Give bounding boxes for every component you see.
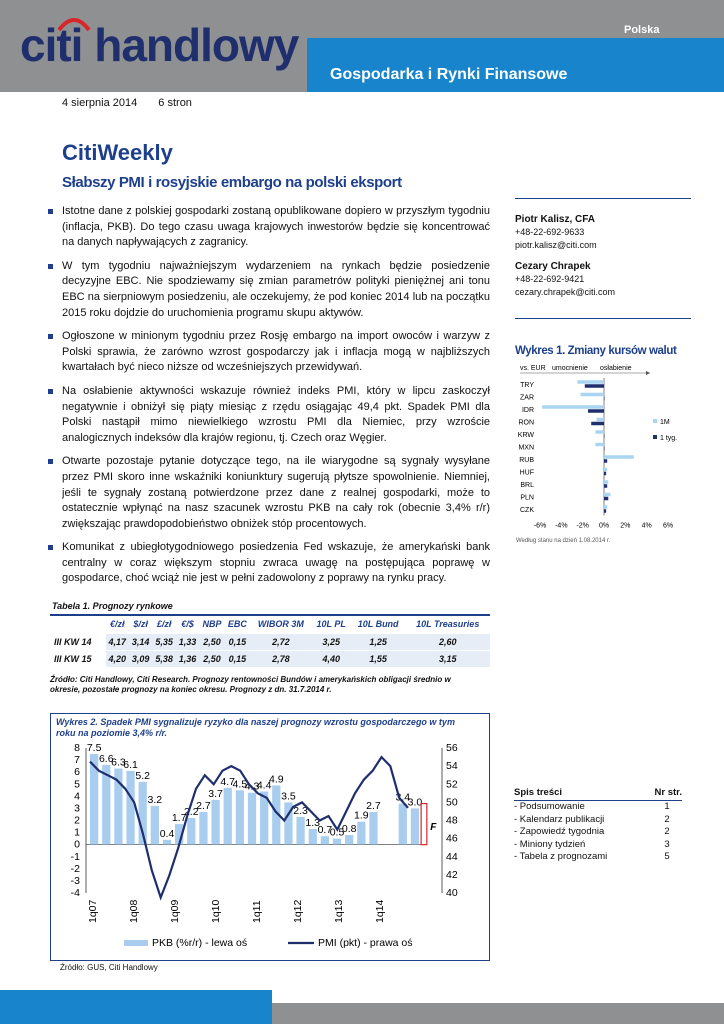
- fx-bar-1m: [597, 418, 604, 422]
- pmi-right-tick: 44: [446, 850, 458, 863]
- pmi-gdp-bar: [126, 771, 134, 845]
- pmi-right-tick: 48: [446, 814, 458, 827]
- authors-box: [515, 198, 691, 299]
- fx-tick-label: -4%: [555, 522, 568, 530]
- fx-category-label: IDR: [521, 406, 534, 414]
- pmi-gdp-label: 3.4: [395, 791, 411, 804]
- fx-tick-label: -6%: [533, 522, 547, 530]
- fx-legend-swatch: [653, 435, 657, 439]
- fx-tick-label: 6%: [662, 522, 674, 530]
- logo: citi handlowy: [20, 19, 299, 71]
- fx-legend-label: 1M: [660, 419, 670, 426]
- pmi-left-tick: -4: [70, 887, 80, 899]
- fx-bar-1m: [542, 405, 604, 409]
- pmi-gdp-label: 3.2: [147, 794, 163, 806]
- fx-tick-label: -2%: [576, 522, 589, 530]
- pmi-chart-title: Wykres 2. Spadek PMI sygnalizuje ryzyko dla naszej prognozy wzrostu gospodarczego w tym roku na poziomie 3,4% r/r.: [56, 717, 455, 738]
- fx-bar-1w: [604, 397, 605, 401]
- toc-title: Spis treści: [514, 787, 563, 798]
- pmi-x-tick: 1q11: [251, 900, 263, 923]
- footer-accent: [0, 990, 272, 1024]
- pmi-gdp-bar: [357, 822, 365, 845]
- fx-bar-1m: [581, 393, 604, 397]
- fx-legend-swatch: [653, 419, 657, 423]
- page-count: 6 stron: [158, 97, 192, 109]
- fx-bar-1m: [595, 430, 604, 434]
- pmi-left-tick: 1: [74, 826, 80, 839]
- fx-category-label: RUB: [519, 456, 534, 464]
- bullet-item: W tym tygodniu najważniejszym wydarzeniem na rynkach będzie posiedzenie decyzyjne EBC. Nie spodziewamy się zmian parametrów polityki pieniężnej ani tonu EBC na sierpniowym posiedzeniu, ale oczekujemy, że pod koniec 2014 lub na początku 2015 roku dojdzie do uruchomienia programu skupu aktywów.: [48, 259, 490, 321]
- table-cell: 3,15: [405, 650, 490, 667]
- pmi-left-tick: 6: [74, 766, 80, 779]
- pmi-gdp-bar: [345, 835, 353, 845]
- publication-date: 4 sierpnia 2014: [62, 97, 138, 109]
- pmi-left-tick: -1: [70, 850, 80, 863]
- pmi-gdp-label: 3.7: [208, 787, 223, 800]
- table-cell: 1,36: [176, 650, 199, 667]
- pmi-left-tick: 0: [74, 838, 80, 851]
- toc-item-page: 1: [664, 801, 670, 812]
- pmi-gdp-bar: [369, 812, 377, 845]
- table-source: [50, 675, 490, 695]
- pmi-gdp-label: 0.7: [317, 824, 333, 837]
- table-cell: 3,09: [129, 650, 152, 667]
- fx-bar-1m: [604, 480, 608, 484]
- column-header: £/zł: [156, 619, 172, 630]
- toc-item[interactable]: [514, 801, 682, 814]
- pmi-left-tick: 8: [74, 742, 80, 754]
- fx-header-label: vs. EUR: [520, 365, 546, 372]
- pmi-right-tick: 52: [446, 778, 458, 791]
- pmi-gdp-label: 0.8: [341, 823, 357, 835]
- table-cell: 1,33: [176, 633, 199, 650]
- fx-category-label: RON: [518, 419, 534, 427]
- column-header: 10L Treasuries: [416, 619, 480, 630]
- pmi-gdp-label: 1.3: [305, 816, 321, 829]
- column-header: 10L Bund: [357, 619, 399, 630]
- toc-item-page: 2: [664, 826, 670, 837]
- bullet-item: Ogłoszone w minionym tygodniu przez Rosję embargo na import owoców i warzyw z Polski sprawia, że zarówno wzrost gospodarczy jak i inflacja mogą w najbliższych kwartałach być nieco niższe od wcześniejszych przewidywań.: [48, 329, 490, 376]
- pmi-gdp-label: 4.5: [232, 778, 248, 791]
- fx-chart-title: Wykres 1. Zmiany kursów walut: [515, 345, 677, 357]
- author-phone: +48-22-692-9633: [515, 227, 585, 237]
- column-header: WIBOR 3M: [257, 619, 304, 630]
- column-header: EBC: [227, 619, 247, 630]
- fx-bar-1w: [604, 472, 606, 476]
- pmi-gdp-label: 3.5: [281, 790, 296, 803]
- pmi-right-tick: 42: [446, 868, 458, 881]
- pmi-gdp-label: 1.7: [171, 812, 187, 825]
- row-label: III KW 15: [50, 650, 106, 667]
- fx-bar-1w: [588, 409, 604, 413]
- bullet-item: Otwarte pozostaje pytanie dotyczące tego, na ile wiarygodne są sygnały wysyłane przez PMI skoro inne wskaźniki koniunktury sugerują płytsze spowolnienie. Niemniej, jeśli te sygnały zostaną potwierdzone przez dane z realnej gospodarki, może to ostatecznie wpłynąć na nasz szacunek wzrostu PKB na cały rok (obecnie 3,4% r/r) zwiększając prawdopodobieństwo obniżek stóp procentowych.: [48, 454, 490, 532]
- pmi-gdp-label: 2.7: [196, 800, 211, 813]
- pmi-gdp-bar: [321, 836, 329, 844]
- pmi-chart-source: Źródło: GUS, Citi Handlowy: [60, 963, 158, 972]
- toc-page-header: Nr str.: [654, 787, 682, 798]
- pmi-legend-swatch: [124, 940, 148, 946]
- divider: [515, 318, 691, 319]
- pmi-gdp-label: 4.9: [268, 773, 284, 786]
- fx-category-label: ZAR: [520, 394, 534, 402]
- pmi-gdp-label: 2.3: [293, 804, 308, 817]
- toc-item[interactable]: [514, 839, 682, 852]
- pmi-gdp-label: 3.0: [407, 796, 423, 809]
- pmi-gdp-bar: [248, 793, 256, 845]
- bullet-item: Istotne dane z polskiej gospodarki zostaną opublikowane dopiero w przyszłym tygodniu (inflacja, PKB). Do tego czasu uwaga krajowych inwestorów będzie się koncentrować na danych napływających z zagranicy.: [48, 204, 490, 251]
- toc-item-page: 5: [664, 851, 670, 862]
- toc-item[interactable]: [514, 814, 682, 827]
- fx-chart: [500, 358, 710, 536]
- author-email[interactable]: cezary.chrapek@citi.com: [515, 287, 615, 297]
- table-cell: 2,60: [405, 633, 490, 650]
- bullet-item: Komunikat z ubiegłotygodniowego posiedzenia Fed wskazuje, że amerykański bank centralny w coraz większym stopniu zwraca uwagę na postępująca poprawę w gospodarce, choć wciąż nie jest w pełni zadowolony z poprawy na rynku pracy.: [48, 540, 490, 587]
- bullet-item: Na osłabienie aktywności wskazuje również indeks PMI, który w lipcu zaskoczył negatywnie i obniżył się piąty miesiąc z rzędu osiągając 49,4 pkt. Spadek PMI dla Polski nastąpił mimo niewielkiego wzrostu PMI dla Niemiec, przy wzroście analogicznych indeksów dla krajów regionu, tj. Czech oraz Węgier.: [48, 384, 490, 446]
- publication-meta: [62, 97, 210, 109]
- pmi-left-tick: 3: [74, 802, 80, 815]
- pmi-gdp-bar: [236, 790, 244, 844]
- table-row: [50, 650, 490, 667]
- pmi-x-tick: 1q10: [210, 899, 222, 923]
- fx-bar-1m: [604, 493, 610, 497]
- forecast-table-block: [50, 601, 490, 695]
- table-cell: 2,50: [199, 650, 224, 667]
- toc-item-label: - Zapowiedź tygodnia: [514, 826, 605, 837]
- toc-item-label: - Miniony tydzień: [514, 838, 586, 850]
- table-corner: [50, 616, 106, 633]
- fx-chart-note: Według stanu na dzień 1.08.2014 r.: [516, 538, 611, 544]
- source-line: Źródło: Citi Handlowy, Citi Research. Prognozy rentowności Bundów i amerykańskich obligacji średnio w: [50, 675, 451, 684]
- pmi-gdp-bar: [187, 818, 195, 845]
- pmi-gdp-bar: [151, 806, 159, 845]
- toc-header: [514, 787, 682, 801]
- fx-tick-label: 2%: [620, 522, 631, 530]
- pmi-gdp-bar: [333, 839, 341, 845]
- fx-category-label: TRY: [520, 381, 534, 389]
- row-label: III KW 14: [50, 633, 106, 650]
- toc-item-label: - Kalendarz publikacji: [514, 813, 605, 825]
- pmi-gdp-label: 7.5: [86, 742, 102, 755]
- column-header: 10L PL: [316, 619, 346, 630]
- pmi-gdp-label: 5.2: [135, 769, 151, 782]
- pmi-right-tick: 40: [446, 887, 458, 899]
- table-cell: 5,35: [152, 633, 175, 650]
- table-cell: 3,25: [312, 633, 351, 650]
- source-line: okresie, pozostałe prognozy na koniec okresu. Prognozy z dn. 31.7.2014 r.: [50, 685, 332, 694]
- pmi-gdp-label: 2.2: [183, 806, 199, 819]
- table-cell: 2,78: [250, 650, 312, 667]
- pmi-left-tick: 7: [74, 754, 80, 767]
- column-header: NBP: [202, 619, 222, 630]
- table-cell: 4,17: [106, 633, 129, 650]
- fx-category-label: HUF: [519, 469, 534, 477]
- table-row: [50, 633, 490, 650]
- fx-bar-1w: [604, 434, 605, 438]
- fx-bar-1m: [604, 505, 607, 509]
- table-cell: 0,15: [225, 633, 250, 650]
- pmi-x-tick: 1q09: [169, 899, 181, 923]
- fx-bar-1w: [585, 384, 604, 388]
- toc-item[interactable]: [514, 826, 682, 839]
- pmi-forecast-marker: F: [430, 822, 437, 834]
- pmi-gdp-bar: [224, 788, 232, 845]
- pmi-gdp-bar: [411, 808, 419, 844]
- toc-item-page: 3: [664, 838, 670, 850]
- author-name: Piotr Kalisz, CFA: [515, 214, 596, 225]
- pmi-gdp-label: 2.7: [366, 800, 381, 813]
- author-email[interactable]: piotr.kalisz@citi.com: [515, 240, 597, 250]
- country-label: Polska: [624, 24, 660, 36]
- pmi-gdp-label: 0.4: [159, 827, 175, 840]
- pmi-x-tick: 1q08: [128, 899, 140, 923]
- summary-bullets: [48, 204, 490, 595]
- pmi-gdp-label: 4.3: [244, 780, 260, 793]
- fx-annotation: umocnienie: [552, 365, 588, 372]
- pmi-gdp-label: 0.5: [329, 826, 345, 839]
- pmi-gdp-label: 6.6: [98, 752, 114, 765]
- fx-bar-1w: [604, 447, 605, 451]
- pmi-gdp-label: 6.1: [123, 758, 138, 771]
- toc-item[interactable]: [514, 851, 682, 864]
- fx-category-label: KRW: [517, 431, 534, 439]
- pmi-gdp-bar: [211, 800, 219, 845]
- pmi-x-tick: 1q14: [374, 899, 386, 923]
- pmi-gdp-bar: [296, 817, 304, 845]
- pmi-left-tick: -3: [70, 874, 80, 887]
- fx-arrowhead: [646, 371, 650, 375]
- fx-tick-label: 4%: [641, 522, 652, 530]
- pmi-x-tick: 1q07: [87, 899, 99, 923]
- pmi-gdp-bar: [163, 840, 171, 845]
- fx-bar-1m: [595, 443, 604, 447]
- table-cell: 4,20: [106, 650, 129, 667]
- table-cell: 1,25: [351, 633, 406, 650]
- toc-item-label: - Tabela z prognozami: [514, 851, 608, 862]
- page-title: CitiWeekly: [62, 140, 173, 165]
- forecast-table: [50, 616, 490, 667]
- pmi-gdp-bar: [199, 812, 207, 845]
- pmi-gdp-label: 6.3: [111, 756, 126, 769]
- fx-bar-1w: [604, 484, 607, 488]
- column-header: €/$: [181, 619, 194, 630]
- fx-category-label: CZK: [520, 506, 534, 514]
- pmi-right-tick: 54: [446, 760, 458, 773]
- table-cell: 5,38: [152, 650, 175, 667]
- toc-item-label: - Podsumowanie: [514, 801, 585, 812]
- fx-legend-label: 1 tyg.: [660, 435, 678, 442]
- fx-category-label: BRL: [520, 481, 534, 489]
- table-cell: 0,15: [225, 650, 250, 667]
- pmi-left-tick: 2: [74, 814, 80, 827]
- fx-bar-1w: [604, 459, 607, 463]
- pmi-right-tick: 46: [446, 832, 458, 845]
- pmi-x-tick: 1q12: [292, 899, 304, 923]
- toc-item-page: 2: [664, 813, 670, 825]
- fx-bar-1m: [577, 380, 604, 384]
- fx-tick-label: 0%: [598, 522, 610, 530]
- table-cell: 2,50: [199, 633, 224, 650]
- pmi-legend-label: PKB (%r/r) - lewa oś: [152, 937, 248, 949]
- fx-annotation: osłabienie: [600, 365, 632, 372]
- table-cell: 1,55: [351, 650, 406, 667]
- fx-bar-1w: [604, 509, 606, 513]
- table-header-row: [50, 616, 490, 633]
- pmi-gdp-label: 4.4: [256, 779, 272, 792]
- fx-bar-1m: [604, 468, 607, 472]
- pmi-legend-label: PMI (pkt) - prawa oś: [318, 937, 413, 949]
- table-cell: 2,72: [250, 633, 312, 650]
- column-header: €/zł: [109, 619, 125, 630]
- pmi-gdp-label: 1.9: [354, 809, 369, 822]
- table-of-contents: [514, 787, 682, 864]
- page-subtitle: Słabszy PMI i rosyjskie embargo na polski eksport: [62, 174, 402, 191]
- table-cell: 3,14: [129, 633, 152, 650]
- pmi-forecast-bar: [421, 804, 427, 845]
- pmi-right-tick: 50: [446, 796, 458, 809]
- author-phone: +48-22-692-9421: [515, 274, 585, 284]
- fx-bar-1w: [591, 422, 604, 426]
- section-title: Gospodarka i Rynki Finansowe: [330, 66, 568, 83]
- pmi-gdp-bar: [399, 804, 407, 845]
- fx-bar-1w: [604, 497, 608, 501]
- table-cell: 4,40: [312, 650, 351, 667]
- pmi-gdp-label: 4.7: [220, 775, 236, 788]
- pmi-left-tick: -2: [70, 862, 80, 875]
- fx-category-label: PLN: [520, 494, 534, 502]
- author-name: Cezary Chrapek: [515, 261, 591, 272]
- pmi-gdp-bar: [309, 829, 317, 845]
- pmi-x-tick: 1q13: [333, 899, 345, 923]
- pmi-right-tick: 56: [446, 742, 458, 754]
- pmi-left-tick: 4: [74, 790, 80, 803]
- column-header: $/zł: [133, 619, 148, 630]
- fx-bar-1m: [604, 455, 634, 459]
- pmi-left-tick: 5: [74, 778, 80, 791]
- table-title: Tabela 1. Prognozy rynkowe: [52, 601, 173, 611]
- pmi-chart: [56, 740, 476, 958]
- fx-category-label: MXN: [518, 444, 534, 452]
